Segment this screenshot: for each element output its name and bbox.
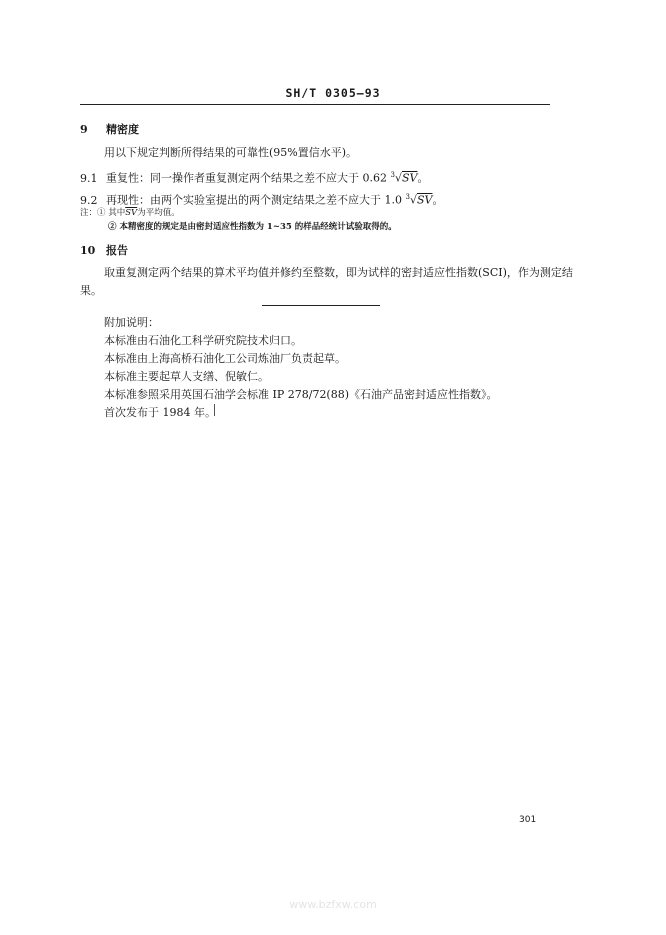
item-9-1-number: 9.1 — [80, 171, 98, 185]
item-9-1-formula: SV — [401, 171, 418, 185]
item-9-2: 9.2 再现性：由两个实验室提出的两个测定结果之差不应大于 1.0 $^3$√SV。 — [80, 188, 550, 210]
appendix-line: 本标准主要起草人支缮、倪敏仁。 — [104, 370, 269, 383]
note-2: ② 本精密度的规定是由密封适应性指数为 1~35 的样品经统计试验取得的。 — [108, 222, 397, 232]
appendix-line: 本标准由上海高桥石油化工公司炼油厂负责起草。 — [104, 352, 346, 365]
note-1-prefix: ① 其中 — [97, 208, 126, 218]
scan-mark — [214, 404, 221, 416]
item-9-1-root-index: 3 — [390, 171, 395, 179]
section-10-number: 10 — [80, 244, 96, 257]
section-10-line-1: 取重复测定两个结果的算术平均值并修约至整数，即为试样的密封适应性指数(SCI)，作为测定结 — [104, 266, 573, 279]
note-1-suffix: 为平均值。 — [137, 208, 180, 218]
page-number: 301 — [519, 815, 537, 825]
item-9-2-number: 9.2 — [80, 193, 98, 207]
note-1 — [80, 206, 550, 220]
note-label: 注： — [80, 208, 98, 218]
item-9-2-root-index: 3 — [405, 193, 410, 201]
section-10-heading — [80, 242, 550, 260]
item-9-1: 9.1 重复性：同一操作者重复测定两个结果之差不应大于 0.62 $^3$√SV。 — [80, 166, 550, 188]
section-10-line-2: 果。 — [80, 284, 102, 297]
header-rule — [80, 104, 550, 105]
item-9-2-text: 再现性：由两个实验室提出的两个测定结果之差不应大于 1.0 — [106, 193, 406, 207]
section-9-heading — [80, 121, 550, 139]
item-9-1-end: 。 — [417, 171, 429, 185]
appendix-line: 首次发布于 1984 年。 — [104, 406, 216, 419]
watermark-text: www.bzfxw.com — [289, 898, 377, 911]
appendix-line: 本标准由石油化工科学研究院技术归口。 — [104, 334, 302, 347]
section-10-title: 报告 — [106, 244, 128, 257]
appendix-line: 本标准参照采用英国石油学会标准 IP 278/72(88)《石油产品密封适应性指数》。 — [104, 388, 498, 401]
item-9-2-end: 。 — [432, 193, 444, 207]
section-divider — [262, 305, 380, 306]
section-9-intro: 用以下规定判断所得结果的可靠性(95%置信水平)。 — [104, 146, 358, 159]
item-9-2-formula: SV — [416, 193, 433, 207]
item-9-1-text: 重复性：同一操作者重复测定两个结果之差不应大于 0.62 — [106, 171, 391, 185]
standard-code-header: SH/T 0305—93 — [285, 86, 381, 100]
note-1-symbol: $\overline{SV}$ — [125, 208, 138, 218]
appendix-title: 附加说明： — [104, 316, 159, 329]
section-9-title: 精密度 — [106, 123, 139, 136]
section-9-number: 9 — [80, 123, 88, 136]
